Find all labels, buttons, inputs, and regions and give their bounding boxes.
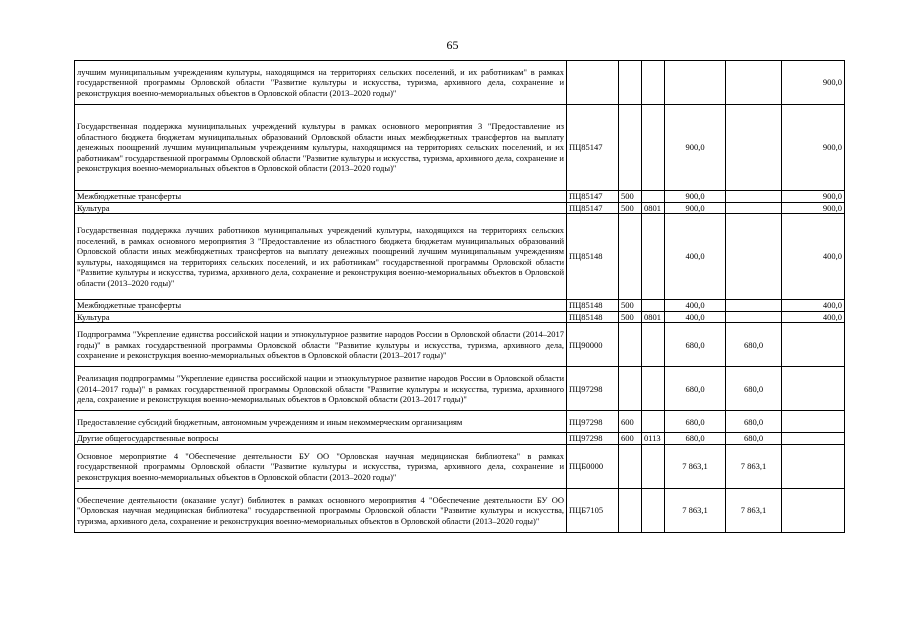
table-row bbox=[75, 311, 845, 323]
amount-total bbox=[665, 61, 726, 105]
section-code bbox=[642, 105, 665, 191]
section-code bbox=[642, 214, 665, 300]
target-code: ПЦ97298 bbox=[567, 367, 619, 411]
amount-total: 400,0 bbox=[665, 214, 726, 300]
row-name: Государственная поддержка муниципальных учреждений культуры в рамках основного мероприятия 3 "Предоставление из областного бюджета бюджетам муниципальных образований Орловской области иных межбюджетных трансфертов на выплату денежных поощрений лучшим муниципальным учреждениям культуры, находящимся на территориях сельских поселений, и их работникам" государственной программы Орловской области "Развитие культуры и искусства, туризма, архивного дела, сохранение и реконструкция военно-мемориальных объектов в Орловской области (2013–2020 годы)" bbox=[75, 105, 567, 191]
expense-type: 500 bbox=[619, 191, 642, 203]
target-code: ПЦ85148 bbox=[567, 300, 619, 312]
amount-col-2 bbox=[726, 300, 782, 312]
amount-col-2: 7 863,1 bbox=[726, 488, 782, 532]
expense-type bbox=[619, 323, 642, 367]
target-code: ПЦ90000 bbox=[567, 323, 619, 367]
table-row bbox=[75, 191, 845, 203]
amount-col-3 bbox=[782, 323, 845, 367]
amount-total: 680,0 bbox=[665, 323, 726, 367]
target-code bbox=[567, 61, 619, 105]
section-code bbox=[642, 61, 665, 105]
row-name: лучшим муниципальным учреждениям культуры, находящимся на территориях сельских поселений, и их работникам" в рамках государственной программы Орловской области "Развитие культуры и искусства, туризма, архивного дела, сохранение и реконструкция военно-мемориальных объектов в Орловской области (2013–2020 годы)" bbox=[75, 61, 567, 105]
target-code: ПЦ85147 bbox=[567, 202, 619, 214]
amount-total: 400,0 bbox=[665, 311, 726, 323]
target-code: ПЦ85148 bbox=[567, 214, 619, 300]
amount-col-2: 680,0 bbox=[726, 433, 782, 445]
amount-col-3 bbox=[782, 488, 845, 532]
row-name: Реализация подпрограммы "Укрепление единства российской нации и этнокультурное развитие народов России в Орловской области (2014–2017 годы)" в рамках государственной программы Орловской области "Развитие культуры и искусства, туризма, архивного дела, сохранение и реконструкция военно-мемориальных объектов в Орловской области (2013–2017 годы)" bbox=[75, 367, 567, 411]
row-name: Другие общегосударственные вопросы bbox=[75, 433, 567, 445]
amount-total: 900,0 bbox=[665, 202, 726, 214]
expense-type bbox=[619, 61, 642, 105]
table-row bbox=[75, 61, 845, 105]
amount-col-3: 900,0 bbox=[782, 61, 845, 105]
expense-type: 500 bbox=[619, 311, 642, 323]
amount-total: 680,0 bbox=[665, 433, 726, 445]
amount-total: 7 863,1 bbox=[665, 488, 726, 532]
amount-col-2 bbox=[726, 214, 782, 300]
target-code: ПЦ85147 bbox=[567, 191, 619, 203]
row-name: Предоставление субсидий бюджетным, автономным учреждениям и иным некоммерческим организациям bbox=[75, 411, 567, 433]
amount-col-3: 400,0 bbox=[782, 311, 845, 323]
target-code: ПЦ97298 bbox=[567, 433, 619, 445]
table-row bbox=[75, 105, 845, 191]
section-code bbox=[642, 444, 665, 488]
row-name: Культура bbox=[75, 202, 567, 214]
row-name: Основное мероприятие 4 "Обеспечение деятельности БУ ОО "Орловская научная медицинская библиотека" в рамках государственной программы Орловской области "Развитие культуры и искусства, туризма, архивного дела, сохранение и реконструкция военно-мемориальных объектов в Орловской области (2013–2020 годы)" bbox=[75, 444, 567, 488]
amount-col-2 bbox=[726, 311, 782, 323]
amount-col-3: 400,0 bbox=[782, 214, 845, 300]
amount-total: 680,0 bbox=[665, 411, 726, 433]
amount-col-2: 680,0 bbox=[726, 367, 782, 411]
amount-col-3: 900,0 bbox=[782, 191, 845, 203]
amount-col-3: 400,0 bbox=[782, 300, 845, 312]
table-row bbox=[75, 411, 845, 433]
target-code: ПЦ85147 bbox=[567, 105, 619, 191]
amount-total: 680,0 bbox=[665, 367, 726, 411]
amount-total: 900,0 bbox=[665, 105, 726, 191]
amount-col-2: 680,0 bbox=[726, 411, 782, 433]
section-code bbox=[642, 411, 665, 433]
table-row bbox=[75, 300, 845, 312]
expense-type: 600 bbox=[619, 411, 642, 433]
page-number: 65 bbox=[446, 38, 459, 52]
section-code bbox=[642, 367, 665, 411]
expense-type: 500 bbox=[619, 300, 642, 312]
amount-col-3: 900,0 bbox=[782, 202, 845, 214]
row-name: Подпрограмма "Укрепление единства российской нации и этнокультурное развитие народов России в Орловской области (2014–2017 годы)" в рамках государственной программы Орловской области "Развитие культуры и искусства, туризма, архивного дела, сохранение и реконструкция военно-мемориальных объектов в Орловской области (2013–2017 годы)" bbox=[75, 323, 567, 367]
table-row bbox=[75, 433, 845, 445]
expense-type bbox=[619, 214, 642, 300]
table-row bbox=[75, 202, 845, 214]
table-row bbox=[75, 323, 845, 367]
amount-total: 900,0 bbox=[665, 191, 726, 203]
target-code: ПЦБ7105 bbox=[567, 488, 619, 532]
amount-col-2: 680,0 bbox=[726, 323, 782, 367]
section-code bbox=[642, 488, 665, 532]
row-name: Межбюджетные трансферты bbox=[75, 300, 567, 312]
target-code: ПЦ97298 bbox=[567, 411, 619, 433]
amount-col-2: 7 863,1 bbox=[726, 444, 782, 488]
target-code: ПЦ85148 bbox=[567, 311, 619, 323]
amount-col-3: 900,0 bbox=[782, 105, 845, 191]
expense-type: 600 bbox=[619, 433, 642, 445]
target-code: ПЦБ0000 bbox=[567, 444, 619, 488]
section-code bbox=[642, 300, 665, 312]
section-code: 0801 bbox=[642, 202, 665, 214]
table-row bbox=[75, 214, 845, 300]
table-row bbox=[75, 444, 845, 488]
row-name: Государственная поддержка лучших работников муниципальных учреждений культуры, находящихся на территориях сельских поселений, в рамках основного мероприятия 3 "Предоставление из областного бюджета бюджетам муниципальных образований Орловской области иных межбюджетных трансфертов на выплату денежных поощрений лучшим муниципальным учреждениям культуры, находящимся на территориях сельских поселений, и их работникам" государственной программы Орловской области "Развитие культуры и искусства, туризма, архивного дела, сохранение и реконструкция военно-мемориальных объектов в Орловской области (2013–2020 годы)" bbox=[75, 214, 567, 300]
amount-col-2 bbox=[726, 61, 782, 105]
expense-type bbox=[619, 105, 642, 191]
expense-type bbox=[619, 444, 642, 488]
amount-col-2 bbox=[726, 202, 782, 214]
table-row bbox=[75, 367, 845, 411]
amount-col-3 bbox=[782, 433, 845, 445]
amount-col-3 bbox=[782, 444, 845, 488]
amount-col-2 bbox=[726, 191, 782, 203]
budget-table bbox=[74, 60, 845, 533]
expense-type bbox=[619, 488, 642, 532]
expense-type bbox=[619, 367, 642, 411]
amount-total: 400,0 bbox=[665, 300, 726, 312]
expense-type: 500 bbox=[619, 202, 642, 214]
row-name: Обеспечение деятельности (оказание услуг) библиотек в рамках основного мероприятия 4 "Обеспечение деятельности БУ ОО "Орловская научная медицинская библиотека" государственной программы Орловской области "Развитие культуры и искусства, туризма, архивного дела, сохранение и реконструкция военно-мемориальных объектов в Орловской области (2013–2020 годы)" bbox=[75, 488, 567, 532]
amount-col-3 bbox=[782, 411, 845, 433]
amount-total: 7 863,1 bbox=[665, 444, 726, 488]
section-code bbox=[642, 191, 665, 203]
row-name: Культура bbox=[75, 311, 567, 323]
section-code: 0113 bbox=[642, 433, 665, 445]
section-code bbox=[642, 323, 665, 367]
amount-col-3 bbox=[782, 367, 845, 411]
section-code: 0801 bbox=[642, 311, 665, 323]
table-row bbox=[75, 488, 845, 532]
row-name: Межбюджетные трансферты bbox=[75, 191, 567, 203]
amount-col-2 bbox=[726, 105, 782, 191]
